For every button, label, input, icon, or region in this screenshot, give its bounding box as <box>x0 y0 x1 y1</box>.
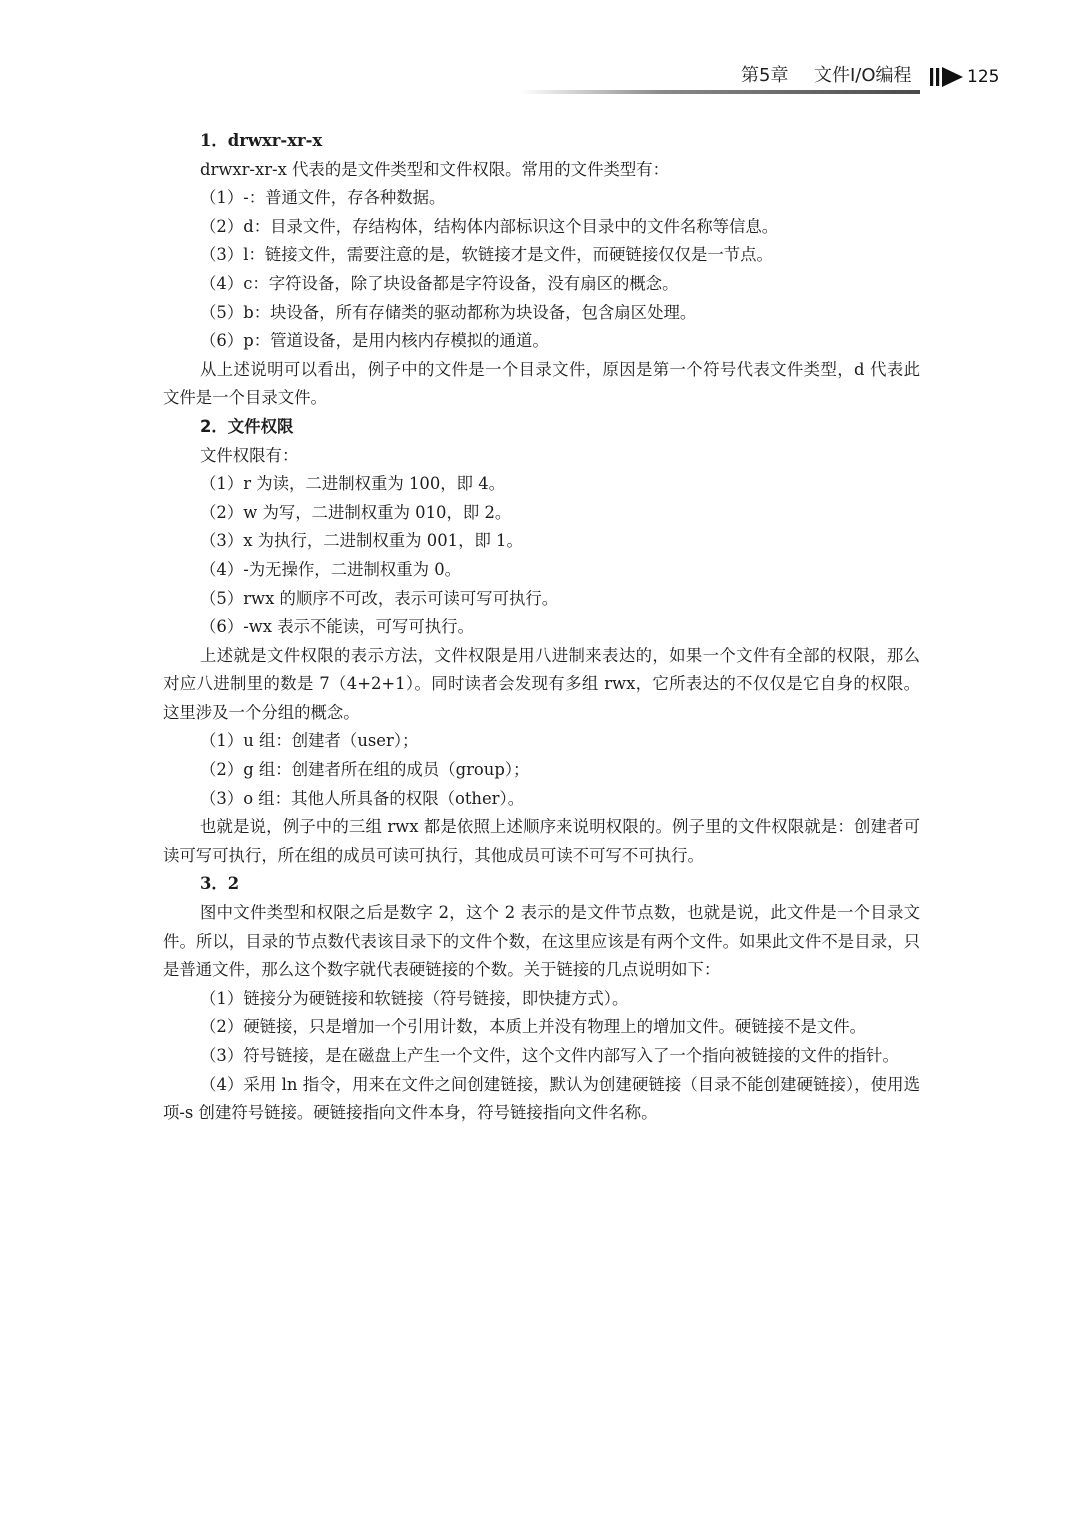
file-type-item: （6）p：管道设备，是用内核内存模拟的通道。 <box>200 331 549 351</box>
link-item: （3）符号链接，是在磁盘上产生一个文件，这个文件内部写入了一个指向被链接的文件的指针。 <box>200 1046 899 1065</box>
permission-item: （5）rwx 的顺序不可改，表示可读可写可执行。 <box>200 588 559 608</box>
chapter-title: 文件I/O编程 <box>814 65 912 86</box>
permission-item: （3）x 为执行，二进制权重为 001，即 1。 <box>200 531 523 551</box>
file-type-item: （2）d：目录文件，存结构体，结构体内部标识这个目录中的文件名称等信息。 <box>200 216 779 236</box>
file-type-item: （4）c：字符设备，除了块设备都是字符设备，没有扇区的概念。 <box>200 273 679 293</box>
body-text <box>163 127 920 1128</box>
permission-item: （2）w 为写，二进制权重为 010，即 2。 <box>200 502 512 522</box>
file-type-item: （3）l：链接文件，需要注意的是，软链接才是文件，而硬链接仅仅是一节点。 <box>200 245 773 265</box>
section-2-conclusion: 也就是说，例子中的三组 rwx 都是依照上述顺序来说明权限的。例子里的文件权限就是：创建者可读可写可执行，所在组的成员可读可执行，其他成员可读不可写不可执行。 <box>163 817 920 865</box>
file-type-item: （5）b：块设备，所有存储类的驱动都称为块设备，包含扇区处理。 <box>200 302 697 322</box>
permission-group-item: （1）u 组：创建者（user）； <box>200 731 419 751</box>
section-3-intro: 图中文件类型和权限之后是数字 2，这个 2 表示的是文件节点数，也就是说，此文件是一个目录文件。所以，目录的节点数代表该目录下的文件个数，在这里应该是有两个文件。如果此文件不是目录，只是普通文件，那么这个数字就代表硬链接的个数。关于链接的几点说明如下： <box>163 903 920 980</box>
section-1-intro: drwxr-xr-x 代表的是文件类型和文件权限。常用的文件类型有： <box>200 159 670 179</box>
header-rule <box>520 90 920 94</box>
section-heading-2: 2．文件权限 <box>200 416 294 436</box>
running-header <box>0 60 1080 100</box>
file-type-item: （1）-：普通文件，存各种数据。 <box>200 188 446 208</box>
chapter-label: 第5章 <box>741 65 789 86</box>
section-2-intro: 文件权限有： <box>200 445 299 465</box>
permission-item: （4）-为无操作，二进制权重为 0。 <box>200 559 462 579</box>
section-heading-3: 3．2 <box>200 874 240 894</box>
permission-item: （6）-wx 表示不能读，可写可执行。 <box>200 617 474 637</box>
permission-group-item: （2）g 组：创建者所在组的成员（group）； <box>200 760 530 780</box>
link-item: （2）硬链接，只是增加一个引用计数，本质上并没有物理上的增加文件。硬链接不是文件。 <box>200 1017 867 1037</box>
section-2-explanation: 上述就是文件权限的表示方法，文件权限是用八进制来表达的，如果一个文件有全部的权限，那么对应八进制里的数是 7（4+2+1）。同时读者会发现有多组 rwx，它所表达的不仅仅是它自身的权限。这里涉及一个分组的概念。 <box>163 645 920 722</box>
link-item: （4）采用 ln 指令，用来在文件之间创建链接，默认为创建硬链接（目录不能创建硬链接），使用选项-s 创建符号链接。硬链接指向文件本身，符号链接指向文件名称。 <box>163 1074 920 1123</box>
permission-group-item: （3）o 组：其他人所具备的权限（other）。 <box>200 788 525 808</box>
permission-item: （1）r 为读，二进制权重为 100，即 4。 <box>200 474 506 494</box>
section-1-conclusion: 从上述说明可以看出，例子中的文件是一个目录文件，原因是第一个符号代表文件类型，d 代表此文件是一个目录文件。 <box>163 359 920 408</box>
link-item: （1）链接分为硬链接和软链接（符号链接，即快捷方式）。 <box>200 988 629 1008</box>
section-heading-1: 1．drwxr-xr-x <box>200 131 323 150</box>
play-arrow-icon <box>929 65 965 89</box>
page-number: 125 <box>967 67 1000 87</box>
